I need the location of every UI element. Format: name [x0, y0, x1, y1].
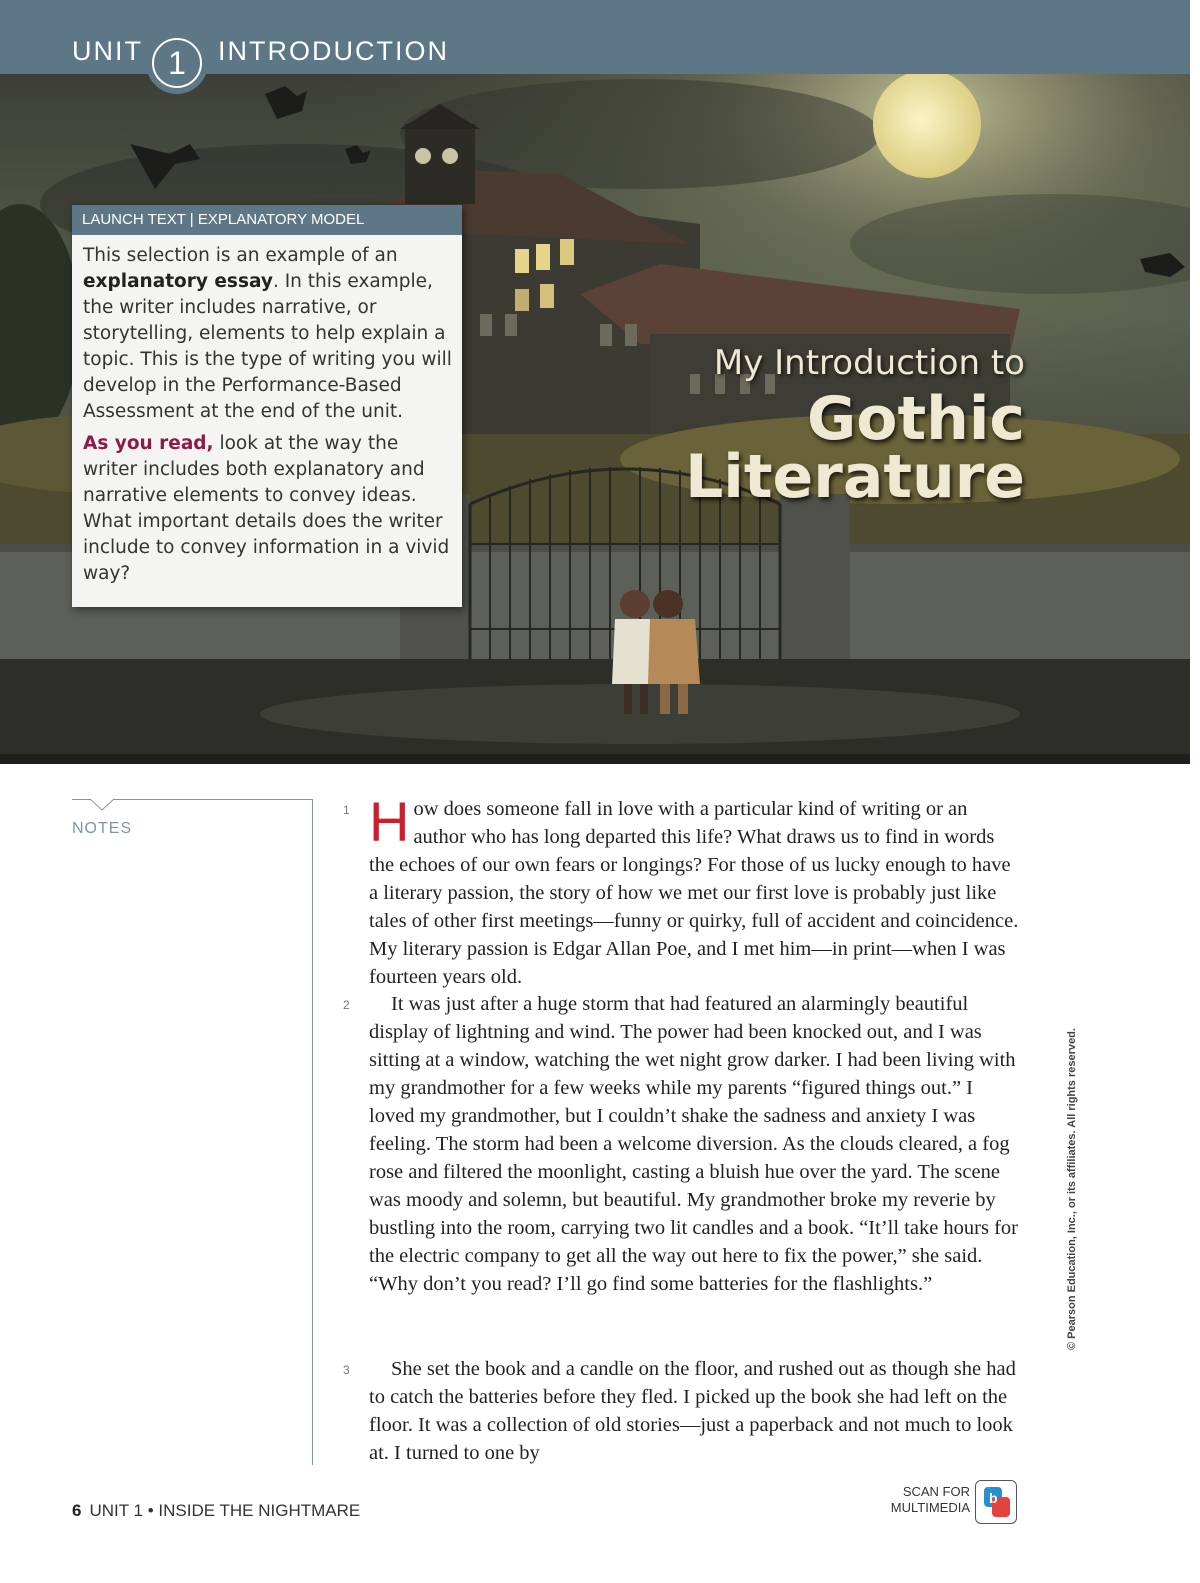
as-you-read-lead: As you read,	[83, 433, 214, 454]
explanatory-essay-term: explanatory essay	[83, 271, 273, 292]
unit-number: 1	[152, 38, 202, 88]
paragraph-2: It was just after a huge storm that had featured an alarmingly beautiful display of lightning and wind. The power had been knocked out, and I was sitting at a window, watching the wet night grow darker. I had been living with my grandmother for a few weeks while my parents “figured things out.” I loved my grandmother, but I couldn’t shake the sadness and anxiety I was feeling. The storm had been a welcome diversion. As the clouds cleared, a fog rose and filtered the moonlight, casting a bluish hue over the yard. The scene was moody and solemn, but beautiful. My grandmother broke my reverie by bustling into the room, carrying two lit candles and a book. “It’ll take hours for the electric company to get all the way out here to fix the power,” she said. “Why don’t you read? I’ll go find some batteries for the flashlights.”	[369, 993, 1019, 1295]
drop-cap: H	[369, 790, 410, 853]
launch-text-box	[72, 205, 462, 607]
launch-text-description: This selection is an example of an explanatory essay. In this example, the writer includes narrative, or storytelling, elements to help explain a topic. This is the type of writing you will develop in the Performance-Based Assessment at the end of the unit.	[83, 245, 452, 422]
unit-number-badge	[146, 32, 208, 94]
notes-tab-notch	[90, 798, 120, 812]
notes-label: NOTES	[72, 820, 133, 837]
paragraph-number: 1	[343, 803, 350, 817]
unit-label: UNIT	[72, 36, 143, 66]
title-line-3: Literature	[685, 442, 1025, 512]
notes-column	[72, 799, 313, 1465]
as-you-read-prompt: As you read, look at the way the writer includes both explanatory and narrative elements to convey ideas. What important details does the writer include to convey information in a vivid way?	[83, 433, 450, 584]
launch-text-heading: LAUNCH TEXT | EXPLANATORY MODEL	[72, 205, 462, 235]
title-line-1: My Introduction to	[713, 343, 1025, 383]
paragraph-number: 2	[343, 998, 350, 1012]
paragraph-number: 3	[343, 1363, 350, 1377]
footer-unit-title: UNIT 1 • INSIDE THE NIGHTMARE	[89, 1501, 361, 1520]
moon-shape	[873, 74, 981, 178]
svg-text:b: b	[989, 1490, 998, 1506]
multimedia-icon[interactable]	[975, 1480, 1017, 1524]
copyright-notice: © Pearson Education, Inc., or its affiliates. All rights reserved.	[1066, 1028, 1078, 1350]
title-main	[685, 384, 1025, 512]
page-number: 6	[72, 1501, 82, 1520]
page-footer	[72, 1501, 360, 1521]
title-line-2: Gothic	[807, 384, 1025, 454]
paragraph-1: How does someone fall in love with a particular kind of writing or an author who has long departed this life? What draws us to find in words the echoes of our own fears or longings? For those of us lucky enough to have a literary passion, the story of how we met our first love is probably just like tales of other first meetings—funny or quirky, full of accident and coincidence. My literary passion is Edgar Allan Poe, and I met him—in print—when I was fourteen years old.	[369, 790, 1019, 988]
section-label: INTRODUCTION	[218, 36, 449, 66]
scan-for-multimedia[interactable]: SCAN FOR MULTIMEDIA	[890, 1484, 970, 1515]
paragraph-3: She set the book and a candle on the floor, and rushed out as though she had to catch the batteries before they fled. I picked up the book she had left on the floor. It was a collection of old stories—just a paperback and not much to look at. I turned to one by	[369, 1358, 1016, 1464]
